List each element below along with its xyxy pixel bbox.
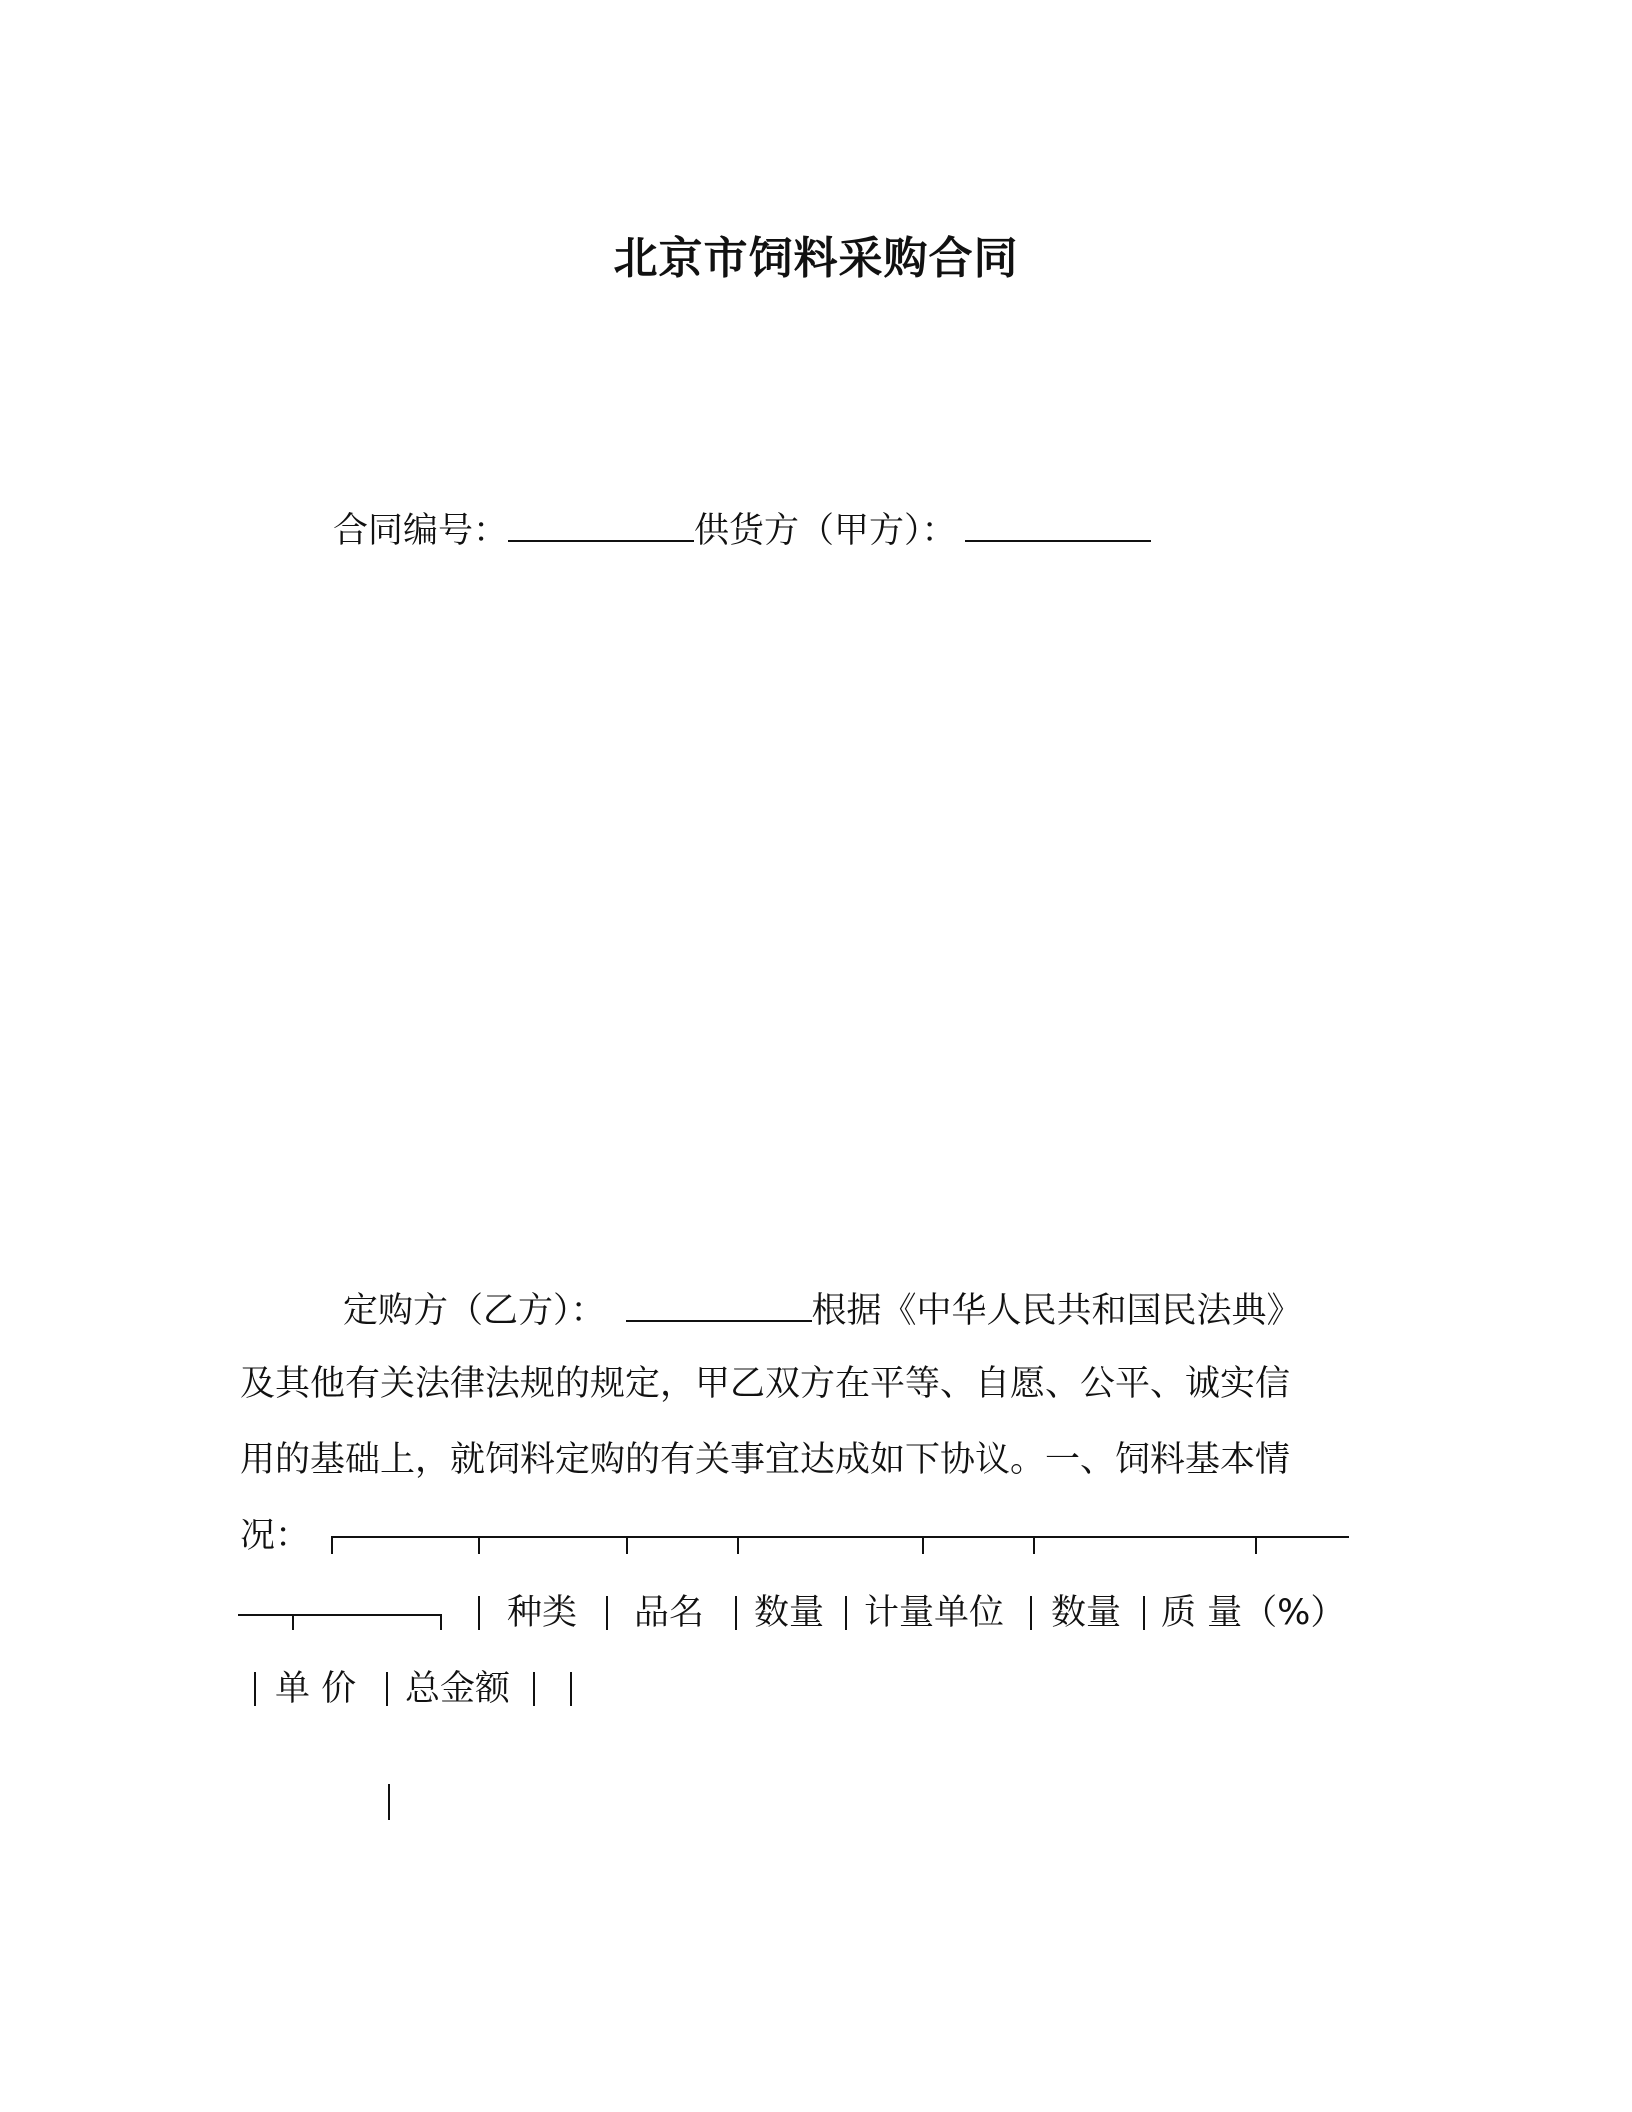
table-tick (331, 1536, 333, 1554)
cell-divider (388, 1784, 390, 1820)
cell-divider (478, 1596, 480, 1630)
contract-info-line (333, 510, 1151, 549)
supplier-blank[interactable] (965, 510, 1151, 542)
table-tick (440, 1614, 442, 1630)
cell-divider (533, 1672, 535, 1706)
table-tick (626, 1536, 628, 1554)
table-header-cell: 种类 (507, 1593, 578, 1633)
buyer-blank[interactable] (626, 1290, 812, 1322)
intro-line-3: 用的基础上，就饲料定购的有关事宜达成如下协议。一、饲料基本情 (240, 1440, 1291, 1480)
intro-line-2: 及其他有关法律法规的规定，甲乙双方在平等、自愿、公平、诚实信 (240, 1364, 1291, 1404)
supplier-label: 供货方（甲方）： (694, 511, 957, 551)
table-tick (737, 1536, 739, 1554)
table-tick (478, 1536, 480, 1554)
cell-divider (845, 1596, 847, 1630)
table-tick (1255, 1536, 1257, 1554)
document-title: 北京市饲料采购合同 (613, 233, 1019, 284)
cell-divider (386, 1672, 388, 1706)
cell-divider (254, 1672, 256, 1706)
intro-line-4: 况： (240, 1516, 311, 1556)
table-header-cell: 数量 (1051, 1593, 1122, 1633)
table-second-rule (238, 1614, 442, 1616)
table-header-cell: 总金额 (405, 1669, 511, 1709)
table-top-rule (331, 1536, 1349, 1538)
table-tick (1033, 1536, 1035, 1554)
cell-divider (735, 1596, 737, 1630)
contract-number-label: 合同编号： (333, 511, 509, 551)
cell-divider (570, 1672, 572, 1706)
table-header-cell: 质 量（%） (1161, 1593, 1346, 1633)
buyer-line (343, 1290, 1302, 1329)
cell-divider (1030, 1596, 1032, 1630)
buyer-label: 定购方（乙方）： (343, 1291, 606, 1331)
cell-divider (1143, 1596, 1145, 1630)
table-header-cell: 品名 (634, 1593, 705, 1633)
table-tick (292, 1614, 294, 1630)
intro-tail: 根据《中华人民共和国民法典》 (811, 1291, 1302, 1331)
table-header-cell: 计量单位 (864, 1593, 1005, 1633)
table-tick (922, 1536, 924, 1554)
table-header-cell: 单 价 (275, 1669, 357, 1709)
table-header-cell: 数量 (754, 1593, 825, 1633)
contract-number-blank[interactable] (508, 510, 694, 542)
cell-divider (606, 1596, 608, 1630)
